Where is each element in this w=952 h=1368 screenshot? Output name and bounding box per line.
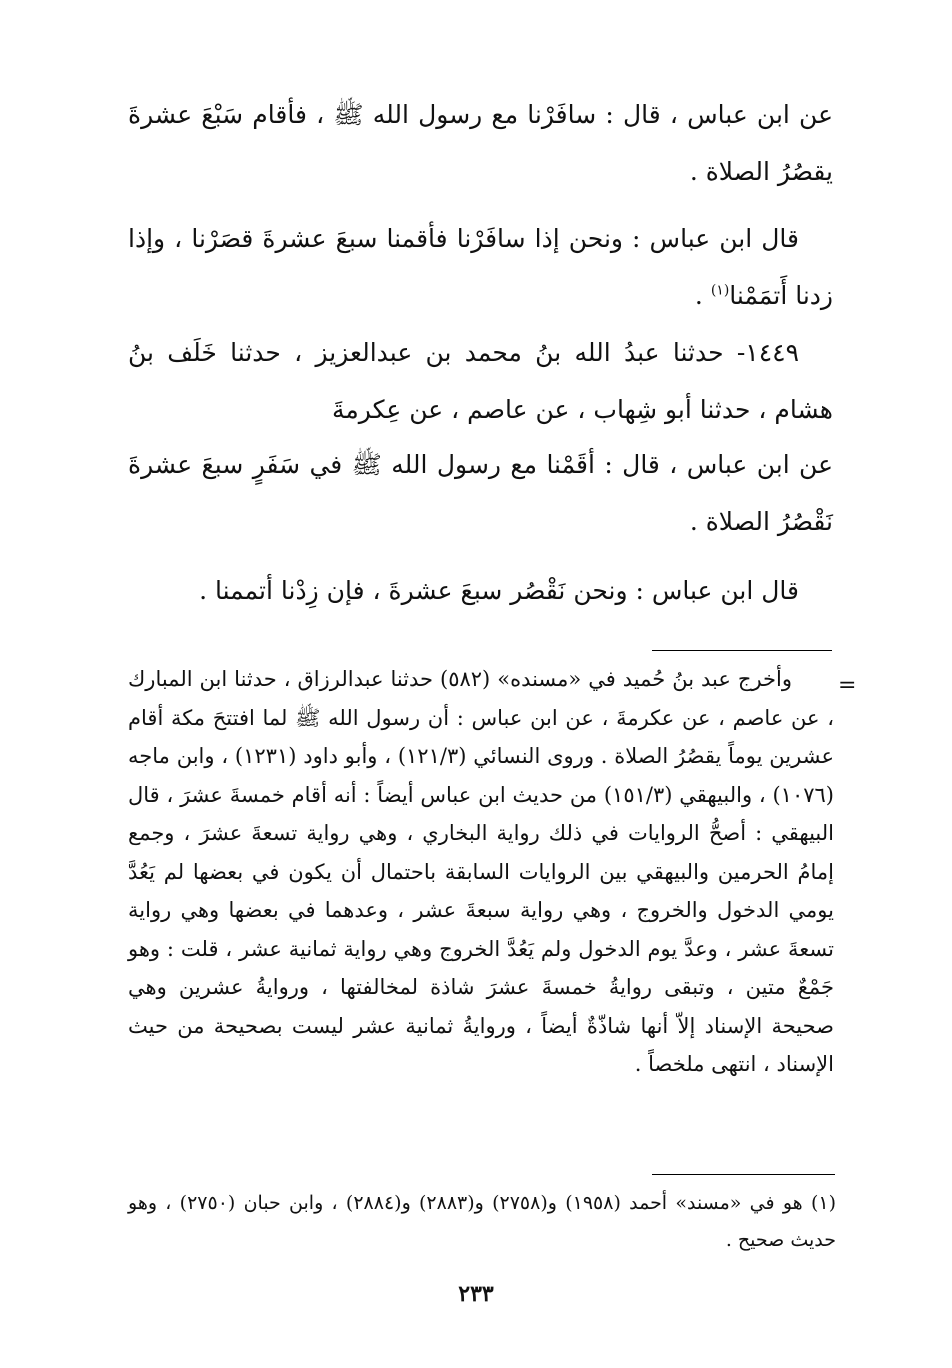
ibn-abbas-comment-2: قال ابن عباس : ونحن نَقْصُر سبعَ عشرةَ ، فإن زِدْنا أتممنا . xyxy=(199,576,799,605)
ibn-abbas-comment-1-body: قال ابن عباس : ونحن إذا سافَرْنا فأقمنا سبعَ عشرةَ قصَرْنا ، وإذا زدنا أَتمَمْنا xyxy=(128,224,833,310)
continuation-mark: = xyxy=(838,673,857,698)
hadith-1449-text: عن ابن عباس ، قال : أقَمْنا مع رسول الله ﷺ في سَفَرٍ سبعَ عشرةَ نَقْصُرُ الصلاة . xyxy=(128,450,833,536)
hadith-1448-text: عن ابن عباس ، قال : سافَرْنا مع رسول الله ﷺ ، فأقام سَبْعَ عشرةَ يقصُرُ الصلاة . xyxy=(128,100,833,186)
ibn-abbas-comment-1-end: . xyxy=(694,281,703,310)
page-number: ٢٣٣ xyxy=(458,1281,494,1307)
footnote-1: (١) هو في «مسند» أحمد (١٩٥٨) و(٢٧٥٨) و(٢٨٨٣) و(٢٨٨٤) ، وابن حبان (٢٧٥٠) ، وهو حديث صحيح . xyxy=(128,1192,837,1251)
footnote-separator-bottom xyxy=(652,1174,835,1175)
continued-footnote: وأخرج عبد بنُ حُميد في «مسنده» (٥٨٢) حدثنا عبدالرزاق ، حدثنا ابن المبارك ، عن عاصم ، عن عكرمةَ ، عن ابن عباس : أن رسول الله ﷺ لما افتتحَ مكة أقام عشرين يوماً يقصُرُ الصلاة . وروى النسائي (١٢١/٣) ، وأبو داود (١٢٣١) ، وابن ماجه (١٠٧٦) ، والبيهقي (١٥١/٣) من حديث ابن عباس أيضاً : أنه أقام خمسةَ عشرَ ، قال البيهقي : أصحُّ الروايات في ذلك رواية البخاري ، وهي رواية تسعةَ عشرَ ، وجمع إمامُ الحرمين والبيهقي بين الروايات السابقة باحتمال أن يكون في بعضها لم يَعُدَّ يومي الدخول والخروج ، وهي رواية سبعةَ عشر ، وعدهما في بعضها وهي رواية تسعةَ عشر ، وعدَّ يوم الدخول ولم يَعُدَّ الخروج وهي رواية ثمانية عشر ، قلت : وهو جَمْعٌ متين ، وتبقى روايةُ خمسةَ عشرَ شاذة لمخالفتها ، وروايةُ عشرين وهي صحيحة الإسناد إلاّ أنها شاذّةٌ أيضاً ، وروايةُ ثمانية عشر ليست بصحيحة من حيث الإسناد ، انتهى ملخصاً . xyxy=(128,667,834,1076)
footnote-separator-top xyxy=(652,650,832,651)
footnote-reference[interactable]: (١) xyxy=(710,282,730,299)
hadith-1449-isnad: ١٤٤٩- حدثنا عبدُ الله بنُ محمد بن عبدالعزيز ، حدثنا خَلَف بنُ هشام ، حدثنا أبو شِهاب ، عن عاصم ، عن عِكرمةَ xyxy=(128,338,833,424)
ibn-abbas-comment-1 xyxy=(128,210,833,324)
